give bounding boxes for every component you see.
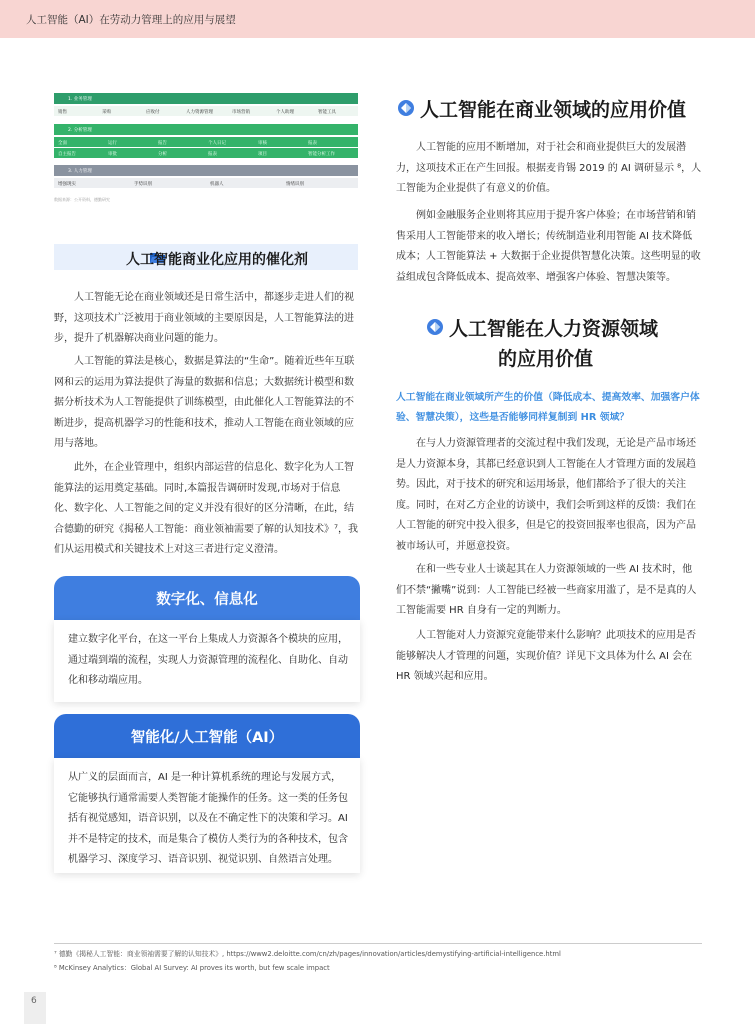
digitalization-text: 建立数字化平台，在这一平台上集成人力资源各个模块的应用，通过端到端的流程，实现人力资源管理的流程化、自助化、自动化和移动端应用。 xyxy=(68,634,348,686)
footnote-8: ⁸ McKinsey Analytics：Global AI Survey: AI proves its worth, but few scale impact xyxy=(54,964,330,972)
footnote-divider xyxy=(54,943,702,944)
figure-source: 数据来源：公开资料，德勤研究 xyxy=(54,197,110,202)
left-paragraph-2: 人工智能的算法是核心，数据是算法的“生命”。随着近些年互联网和云的运用为算法提供了海量的数据和信息；大数据统计模型和数据分析技术为人工智能提供了训练模型，由此催化人工智能算法的不断进步，提高机器学习的性能和技术，推动人工智能在商业领域的应用与落地。 xyxy=(54,356,355,449)
ai-definition-text: 从广义的层面而言，AI 是一种计算机系统的理论与发展方式，它能够执行通常需要人类智能才能操作的任务。这一类的任务包括有视觉感知，语音识别，以及在不确定性下的决策和学习。AI 并不是特定的技术，而是集合了模仿人类行为的各种技术，包含机器学习、深度学习、语音识别、视觉识别、自然语言处理。 xyxy=(68,772,348,865)
header-title: 人工智能（AI）在劳动力管理上的应用与展望 xyxy=(26,14,236,26)
diamond-icon xyxy=(426,318,444,336)
catalyst-heading: 人工智能商业化应用的催化剂 xyxy=(54,244,358,270)
footnote-7: ⁷ 德勤《揭秘人工智能：商业领袖需要了解的认知技术》, https://www2.deloitte.com/cn/zh/pages/innovation/articles/demystifying-artificial-intelligence.html xyxy=(54,950,561,958)
ai-definition-box xyxy=(54,758,360,873)
figure-row-hr: 增强现实 手势识别 机器人 情绪识别 xyxy=(54,178,358,188)
right-paragraph-2: 例如金融服务企业则将其应用于提升客户体验；在市场营销和销售采用人工智能带来的收入增长；传统制造业利用智能 AI 技术降低成本；人工智能算法 + 大数据于企业提供智慧化决策。这些明显的收益组成包含降低成本、提高效率、增强客户体验、智慧决策等。 xyxy=(396,210,701,283)
hr-question: 人工智能在商业领域所产生的价值（降低成本、提高效率、加强客户体验、智慧决策），这些是否能够同样复制到 HR 领域？ xyxy=(396,392,700,423)
left-paragraph-1: 人工智能无论在商业领域还是日常生活中，都逐步走进人们的视野，这项技术广泛被用于商业领域的主要原因是，人工智能算法的进步，提升了机器解决商业问题的能力。 xyxy=(54,292,354,344)
left-paragraph-3: 此外，在企业管理中，组织内部运营的信息化、数字化为人工智能算法的运用奠定基础。同时,本篇报告调研时发现,市场对于信息化、数字化、人工智能之间的定义并没有很好的区分清晰，在此，结合德勤的研究《揭秘人工智能：商业领袖需要了解的认知技术》⁷，我们从运用模式和关键技术上对这三者进行定义澄清。 xyxy=(54,462,359,555)
right-paragraph-5: 人工智能对人力资源究竟能带来什么影响？此项技术的应用是否能够解决人才管理的问题，实现价值？详见下文具体为什么 AI 会在 HR 领域兴起和应用。 xyxy=(396,630,696,682)
right-paragraph-1: 人工智能的应用不断增加，对于社会和商业提供巨大的发展潜力，这项技术正在产生回报。根据麦肯锡 2019 的 AI 调研显示 ⁸，人工智能为企业提供了有意义的价值。 xyxy=(396,142,702,194)
digitalization-header: 数字化、信息化 xyxy=(54,576,360,620)
page-number-tab xyxy=(24,992,46,1024)
figure-band-analysis: 2. 分析管理 xyxy=(54,124,358,135)
page-header xyxy=(0,0,755,38)
hr-value-heading-line2: 的应用价值 xyxy=(498,348,594,370)
figure-row-analysis-2: 自主报告 审批 分析 报表 项目 智能分析工作 xyxy=(54,148,358,158)
business-value-heading: 人工智能在商业领域的应用价值 xyxy=(420,99,687,121)
page-number: 6 xyxy=(31,996,37,1006)
figure-row-business: 销售 采购 应收付 人力资源管理 市场营销 个人助理 智能工具 xyxy=(54,106,358,116)
hr-value-heading-line1: 人工智能在人力资源领域 xyxy=(449,318,659,340)
technology-figure xyxy=(54,93,358,211)
right-paragraph-4: 在和一些专业人士谈起其在人力资源领域的一些 AI 技术时，他们不禁“撇嘴”说到：人工智能已经被一些商家用滥了，是不是真的人工智能需要 HR 自身有一定的判断力。 xyxy=(396,564,697,616)
digitalization-box xyxy=(54,620,360,702)
figure-band-hr: 3. 人力管理 xyxy=(54,165,358,176)
right-paragraph-3: 在与人力资源管理者的交流过程中我们发现，无论是产品市场还是人力资源本身，其都已经意识到人工智能在人才管理方面的发展趋势。因此，对于技术的研究和运用场景，他们都给予了很大的关注度。同时，在对乙方企业的访谈中，我们会听到这样的反馈：我们在人工智能的研究中投入很多，但是它的投资回报率也很高，因为产品被市场认可，并愿意投资。 xyxy=(396,438,696,552)
figure-row-analysis-1: 全面 运行 报告 个人日记 审核 报表 xyxy=(54,137,358,147)
ai-definition-header: 智能化/人工智能（AI） xyxy=(54,714,360,758)
diamond-icon xyxy=(397,99,415,117)
figure-band-business: 1. 业务管理 xyxy=(54,93,358,104)
